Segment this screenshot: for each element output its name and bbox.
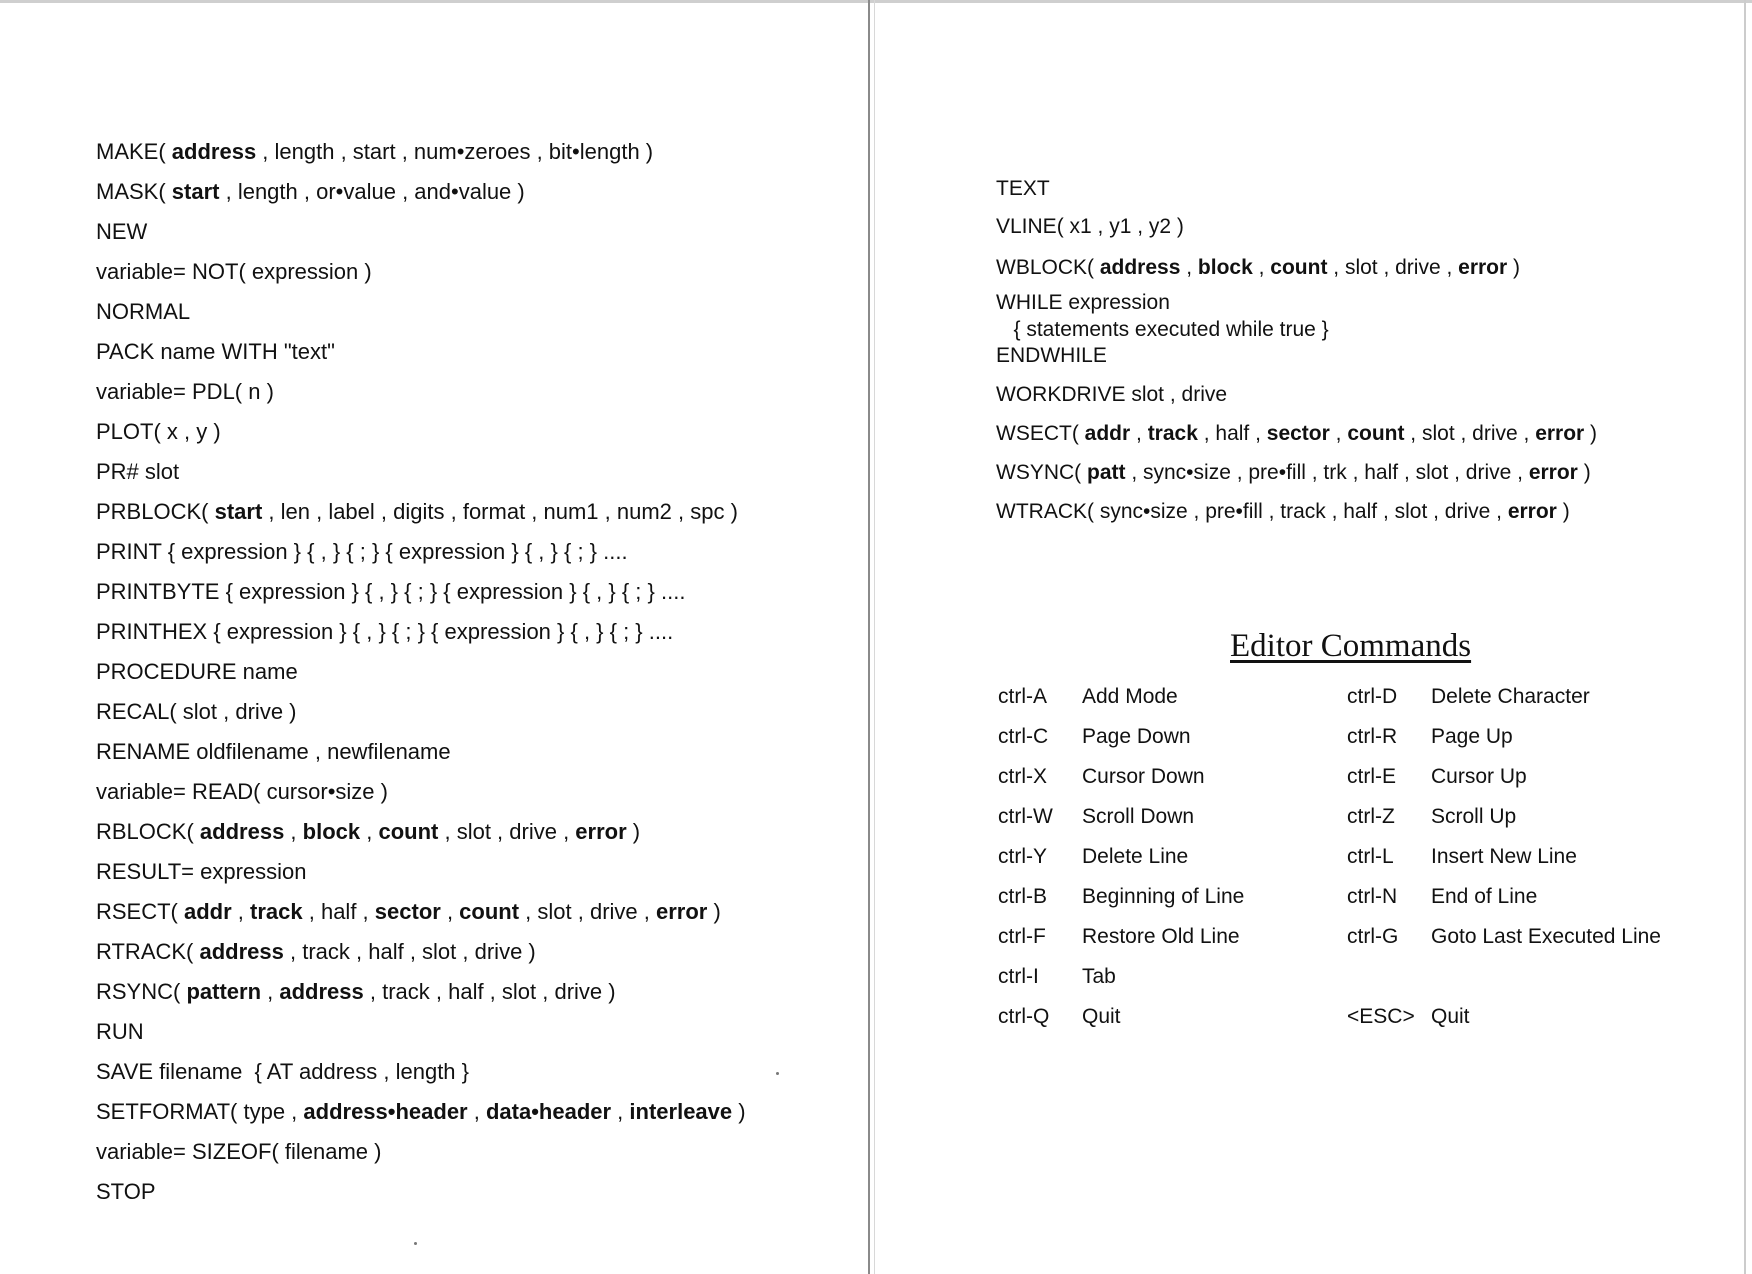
command-line [96, 698, 297, 726]
command-line [96, 338, 335, 366]
command-line [96, 1018, 144, 1046]
command-text: , [467, 1099, 486, 1124]
editor-action: Restore Old Line [1082, 925, 1240, 948]
page-right-edge [1744, 0, 1746, 1274]
command-text: variable= PDL( n ) [96, 379, 274, 404]
editor-key: ctrl-Q [998, 1005, 1050, 1028]
command-text: , track , half , slot , drive ) [363, 979, 616, 1004]
command-text: RSYNC( [96, 979, 187, 1004]
bold-argument: addr [184, 899, 232, 924]
command-text: ) [1584, 422, 1598, 445]
page-top-edge [0, 0, 1752, 3]
editor-command-row [998, 1004, 1121, 1030]
command-text: RTRACK( [96, 939, 200, 964]
command-text: PRINT { expression } { , } { ; } { expression } { , } { ; } .... [96, 539, 628, 564]
command-text: ) [707, 899, 721, 924]
bold-argument: error [575, 819, 627, 844]
command-line [96, 818, 640, 846]
editor-action: Delete Line [1082, 845, 1189, 868]
command-line [96, 658, 298, 686]
command-text: PRINTBYTE { expression } { , } { ; } { expression } { , } { ; } .... [96, 579, 686, 604]
bold-argument: sector [1266, 422, 1330, 445]
editor-key: ctrl-F [998, 925, 1046, 948]
command-line [96, 938, 536, 966]
page-fold-shadow [874, 0, 875, 1274]
command-text: , [440, 899, 460, 924]
editor-key: ctrl-D [1347, 685, 1398, 708]
bold-argument: address [199, 819, 285, 844]
editor-key: ctrl-A [998, 685, 1047, 708]
bold-argument: address [171, 139, 257, 164]
command-text: , len , label , digits , format , num1 , num2 , spc ) [262, 499, 738, 524]
bold-argument: block [302, 819, 361, 844]
command-text: , [1329, 422, 1348, 445]
command-text: MASK( [96, 179, 172, 204]
editor-command-row [1347, 1004, 1470, 1030]
bold-argument: data•header [485, 1099, 612, 1124]
command-text: ) [1556, 500, 1570, 523]
bold-argument: address [279, 979, 364, 1004]
command-line [96, 458, 179, 486]
editor-command-row [998, 724, 1191, 750]
editor-key: ctrl-W [998, 805, 1053, 828]
command-text: , half , [302, 899, 375, 924]
editor-key: ctrl-G [1347, 925, 1399, 948]
command-text: WSYNC( [996, 461, 1087, 484]
command-text: RENAME oldfilename , newfilename [96, 739, 451, 764]
editor-key: ctrl-R [1347, 725, 1398, 748]
editor-command-row [1347, 764, 1527, 790]
command-text: , [1252, 256, 1271, 279]
command-text: NORMAL [96, 299, 191, 324]
command-text: MAKE( [96, 139, 172, 164]
command-text: RECAL( slot , drive ) [96, 699, 297, 724]
command-text: , slot , drive , [1327, 256, 1459, 279]
command-line [96, 218, 147, 246]
command-line [96, 1138, 381, 1166]
command-line [996, 382, 1227, 408]
editor-action: Scroll Up [1431, 805, 1517, 828]
command-text: , slot , drive , [438, 819, 576, 844]
command-line [96, 978, 616, 1006]
command-line [96, 498, 738, 526]
command-line [96, 258, 372, 286]
editor-action: Page Up [1431, 725, 1513, 748]
command-text: WBLOCK( [996, 256, 1100, 279]
command-text: WHILE expression [996, 291, 1170, 314]
command-line [96, 898, 721, 926]
bold-argument: error [1535, 422, 1585, 445]
bold-argument: count [1347, 422, 1405, 445]
command-line [96, 538, 628, 566]
scan-speck [414, 1242, 417, 1245]
bold-argument: address [1099, 256, 1181, 279]
editor-action: Quit [1082, 1005, 1121, 1028]
editor-key: ctrl-N [1347, 885, 1398, 908]
bold-argument: patt [1087, 461, 1126, 484]
editor-command-row [998, 804, 1194, 830]
command-text: , length , start , num•zeroes , bit•length ) [256, 139, 654, 164]
editor-action: End of Line [1431, 885, 1538, 908]
command-line [996, 460, 1591, 486]
page-fold [868, 0, 870, 1274]
bold-argument: error [1507, 500, 1557, 523]
command-line [996, 499, 1570, 525]
command-text: PROCEDURE name [96, 659, 298, 684]
command-line [96, 738, 451, 766]
command-text: SETFORMAT( type , [96, 1099, 304, 1124]
editor-key: ctrl-L [1347, 845, 1394, 868]
command-text: RSECT( [96, 899, 184, 924]
bold-argument: track [250, 899, 303, 924]
command-text: PLOT( x , y ) [96, 419, 221, 444]
editor-key: <ESC> [1347, 1005, 1415, 1028]
bold-argument: count [459, 899, 520, 924]
command-text: , track , half , slot , drive ) [283, 939, 536, 964]
bold-argument: address•header [303, 1099, 468, 1124]
command-text: { statements executed while true } [996, 318, 1329, 341]
editor-command-row [998, 964, 1116, 990]
command-text: variable= READ( cursor•size ) [96, 779, 388, 804]
scan-speck [776, 1072, 779, 1075]
editor-action: Insert New Line [1431, 845, 1577, 868]
command-text: , half , [1197, 422, 1267, 445]
bold-argument: track [1147, 422, 1198, 445]
editor-command-row [998, 884, 1244, 910]
editor-action: Tab [1082, 965, 1116, 988]
command-line [996, 255, 1520, 281]
editor-command-row [998, 844, 1188, 870]
command-text: variable= SIZEOF( filename ) [96, 1139, 382, 1164]
editor-action: Quit [1431, 1005, 1470, 1028]
command-line [96, 378, 274, 406]
editor-command-row [1347, 724, 1513, 750]
editor-action: Add Mode [1082, 685, 1178, 708]
command-line [96, 778, 388, 806]
command-text: , [1130, 422, 1148, 445]
command-text: PACK name WITH "text" [96, 339, 335, 364]
editor-key: ctrl-X [998, 765, 1047, 788]
bold-argument: block [1197, 256, 1253, 279]
command-text: RBLOCK( [96, 819, 200, 844]
bold-argument: address [199, 939, 284, 964]
editor-action: Beginning of Line [1082, 885, 1245, 908]
command-line [96, 178, 525, 206]
editor-key: ctrl-I [998, 965, 1039, 988]
editor-action: Cursor Down [1082, 765, 1205, 788]
command-line [996, 214, 1184, 240]
command-line [96, 298, 190, 326]
command-text: ) [732, 1099, 746, 1124]
command-line [96, 418, 221, 446]
command-text: ) [1577, 461, 1591, 484]
editor-key: ctrl-Z [1347, 805, 1395, 828]
command-text: , [1180, 256, 1198, 279]
editor-action: Goto Last Executed Line [1431, 925, 1661, 948]
editor-action: Page Down [1082, 725, 1191, 748]
command-text: , [611, 1099, 630, 1124]
command-line [96, 578, 685, 606]
editor-key: ctrl-Y [998, 845, 1047, 868]
command-text: SAVE filename { AT address , length } [96, 1059, 470, 1084]
command-line [96, 1058, 469, 1086]
bold-argument: pattern [186, 979, 262, 1004]
command-text: RESULT= expression [96, 859, 307, 884]
command-line [996, 421, 1597, 447]
command-text: , length , or•value , and•value ) [219, 179, 525, 204]
editor-command-row [998, 924, 1240, 950]
command-line [996, 317, 1329, 343]
command-line [96, 138, 653, 166]
command-text: , slot , drive , [1404, 422, 1536, 445]
editor-commands-title: Editor Commands [1230, 628, 1472, 664]
editor-action: Cursor Up [1431, 765, 1527, 788]
editor-command-row [998, 684, 1178, 710]
bold-argument: error [656, 899, 708, 924]
command-text: , [261, 979, 280, 1004]
editor-action: Delete Character [1431, 685, 1590, 708]
command-line [996, 343, 1107, 369]
command-text: PRBLOCK( [96, 499, 215, 524]
command-text: ENDWHILE [996, 344, 1107, 367]
command-text: VLINE( x1 , y1 , y2 ) [996, 215, 1184, 238]
bold-argument: interleave [629, 1099, 733, 1124]
command-text: ) [626, 819, 641, 844]
command-text: , [231, 899, 251, 924]
bold-argument: error [1458, 256, 1508, 279]
editor-command-row [1347, 884, 1537, 910]
command-text: , sync•size , pre•fill , trk , half , slot , drive , [1125, 461, 1529, 484]
bold-argument: count [1270, 256, 1328, 279]
editor-command-row [1347, 844, 1577, 870]
command-text: ) [1507, 256, 1521, 279]
editor-key: ctrl-C [998, 725, 1049, 748]
bold-argument: start [214, 499, 263, 524]
editor-command-row [1347, 804, 1516, 830]
editor-command-row [1347, 684, 1590, 710]
command-text: , slot , drive , [519, 899, 656, 924]
command-text: WORKDRIVE slot , drive [996, 383, 1228, 406]
editor-key: ctrl-E [1347, 765, 1396, 788]
command-text: TEXT [996, 177, 1050, 200]
command-line [996, 176, 1050, 202]
bold-argument: sector [374, 899, 441, 924]
command-text: STOP [96, 1179, 156, 1204]
editor-command-row [998, 764, 1205, 790]
bold-argument: start [171, 179, 220, 204]
bold-argument: count [378, 819, 439, 844]
editor-action: Scroll Down [1082, 805, 1195, 828]
command-text: WSECT( [996, 422, 1085, 445]
command-line [96, 1098, 746, 1126]
editor-key: ctrl-B [998, 885, 1047, 908]
command-line [96, 618, 673, 646]
editor-command-row [1347, 924, 1661, 950]
command-text: WTRACK( sync•size , pre•fill , track , half , slot , drive , [996, 500, 1508, 523]
command-line [96, 858, 307, 886]
bold-argument: addr [1084, 422, 1131, 445]
command-line [96, 1178, 156, 1206]
command-line [996, 290, 1170, 316]
command-text: RUN [96, 1019, 144, 1044]
command-text: variable= NOT( expression ) [96, 259, 372, 284]
command-text: PRINTHEX { expression } { , } { ; } { expression } { , } { ; } .... [96, 619, 674, 644]
bold-argument: error [1528, 461, 1578, 484]
command-text: NEW [96, 219, 148, 244]
command-text: , [284, 819, 303, 844]
command-text: , [360, 819, 379, 844]
command-text: PR# slot [96, 459, 180, 484]
